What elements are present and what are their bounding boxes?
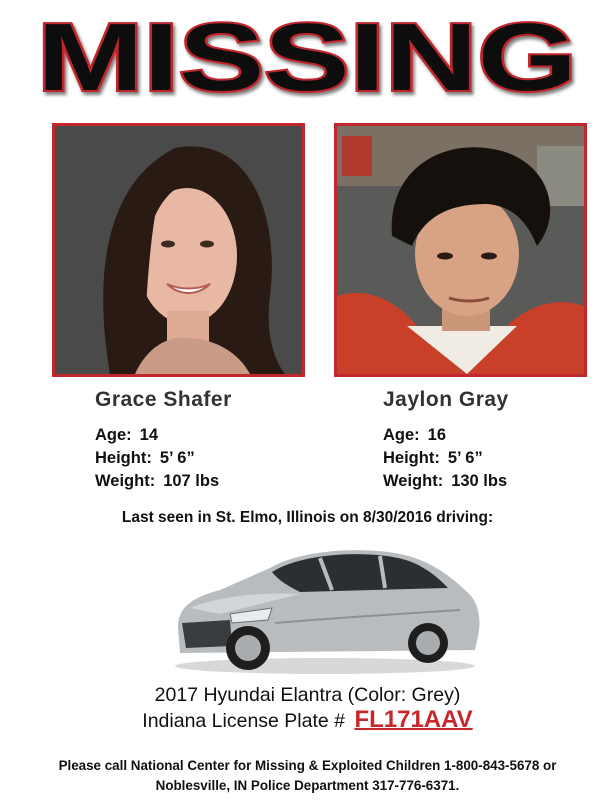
age-label: Age: bbox=[95, 426, 132, 444]
weight-value: 107 lbs bbox=[163, 472, 220, 490]
age-label: Age: bbox=[383, 426, 420, 444]
car-image bbox=[160, 528, 490, 678]
stats-grace bbox=[95, 424, 219, 493]
weight-row bbox=[383, 470, 507, 493]
weight-label: Weight: bbox=[383, 472, 444, 490]
age-value: 16 bbox=[427, 426, 447, 444]
age-row bbox=[383, 424, 507, 447]
weight-value: 130 lbs bbox=[451, 472, 508, 490]
person-name-grace: Grace Shafer bbox=[95, 388, 232, 411]
height-value: 5’ 6” bbox=[159, 449, 195, 467]
plate-number: FL171AAV bbox=[354, 706, 473, 733]
person-name-jaylon: Jaylon Gray bbox=[383, 388, 509, 411]
age-row bbox=[95, 424, 219, 447]
headline-text: MISSING bbox=[37, 4, 577, 105]
photo-grace bbox=[52, 123, 305, 377]
portrait-boy-image bbox=[337, 126, 584, 374]
stats-jaylon bbox=[383, 424, 507, 493]
plate-line bbox=[0, 706, 615, 734]
age-value: 14 bbox=[139, 426, 159, 444]
headline bbox=[0, 0, 615, 105]
contact-line-1: Please call National Center for Missing & Exploited Children 1-800-843-5678 or bbox=[58, 758, 557, 773]
height-row bbox=[95, 447, 219, 470]
photo-jaylon bbox=[334, 123, 587, 377]
weight-row bbox=[95, 470, 219, 493]
height-label: Height: bbox=[383, 449, 440, 467]
last-seen-text: Last seen in St. Elmo, Illinois on 8/30/2016 driving: bbox=[121, 509, 494, 526]
portrait-girl-image bbox=[55, 126, 302, 374]
height-row bbox=[383, 447, 507, 470]
contact-info bbox=[0, 756, 615, 796]
height-value: 5’ 6” bbox=[447, 449, 483, 467]
contact-line-2: Noblesville, IN Police Department 317-776-6371. bbox=[155, 778, 460, 793]
plate-label: Indiana License Plate # bbox=[142, 710, 346, 732]
weight-label: Weight: bbox=[95, 472, 156, 490]
vehicle-model: 2017 Hyundai Elantra (Color: Grey) bbox=[154, 684, 461, 706]
headline-graphic bbox=[0, 0, 615, 105]
height-label: Height: bbox=[95, 449, 152, 467]
car-illustration bbox=[160, 528, 490, 678]
